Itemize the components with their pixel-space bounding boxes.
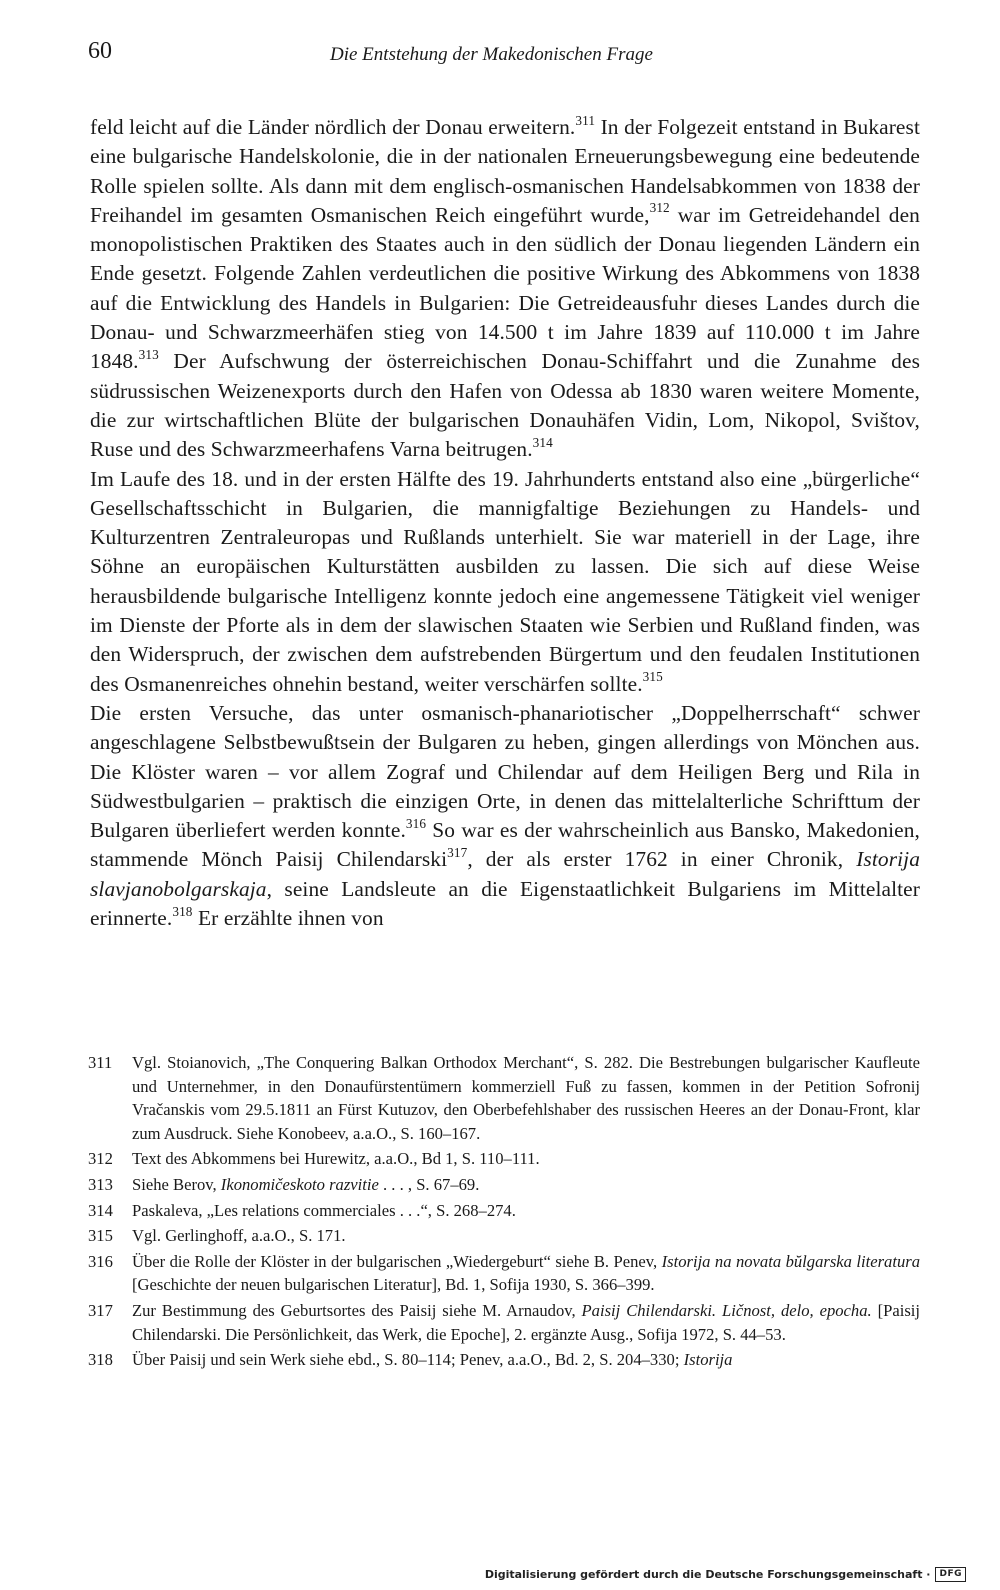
footnote-number: 312 <box>88 1149 113 1169</box>
page-number: 60 <box>88 38 112 64</box>
footnote-text: Vgl. Gerlinghoff, a.a.O., S. 171. <box>132 1226 346 1246</box>
footnote-text: . . . , S. 67–69. <box>378 1174 480 1194</box>
footnote-314 <box>88 1199 920 1223</box>
text-run: , der als erster 1762 in einer Chronik, <box>467 847 857 872</box>
footnote-number: 311 <box>88 1053 113 1072</box>
footnote-title: Istorija na novata bŭlgarska literatura <box>661 1251 921 1271</box>
footnote-317 <box>88 1299 920 1346</box>
text-run: , seine Landsleute an die Eigenstaatlichkeit Bulgariens im Mittelalter erinnerte. <box>90 876 920 931</box>
footnote-text: Text des Abkommens bei Hurewitz, a.a.O., Bd 1, S. 110–111. <box>132 1149 540 1169</box>
footnote-number: 318 <box>88 1350 113 1370</box>
body-text <box>90 113 920 933</box>
footnote-312 <box>88 1147 920 1171</box>
paragraph <box>90 465 920 699</box>
page-header <box>88 38 918 74</box>
footnote-ref: 315 <box>642 669 663 685</box>
footnote-number: 317 <box>88 1300 113 1320</box>
footnote-text: Zur Bestimmung des Geburtsortes des Paisij siehe M. Arnaudov, <box>132 1300 582 1320</box>
footnote-text: Paskaleva, „Les relations commerciales . . .“, S. 268–274. <box>132 1200 516 1220</box>
footnote-text: Vgl. Stoianovich, „The Conquering Balkan Orthodox Merchant“, S. 282. Die Bestrebungen bulgarischer Kaufleute und Unternehmer, in den Donaufürstentümern kommerziell Fuß zu fassen, kommen in der Petition Sofronij Vračanskis vom 29.5.1811 an Fürst Kutuzov, den Oberbefehlshaber des russischen Heeres an der Donau-Front, klar zum Ausdruck. Siehe Konobeev, a.a.O., S. 160–167. <box>132 1053 920 1143</box>
footnote-number: 313 <box>88 1174 113 1194</box>
dfg-logo: DFG <box>935 1567 966 1582</box>
footnote-text: Über die Rolle der Klöster in der bulgarischen „Wiedergeburt“ siehe B. Penev, <box>132 1251 662 1271</box>
footnote-ref: 313 <box>138 346 159 362</box>
footnote-ref: 316 <box>405 815 427 831</box>
footnote-ref: 312 <box>649 200 670 216</box>
footnote-ref: 318 <box>172 903 193 919</box>
text-run: Der Aufschwung der österreichischen Donau-Schiffahrt und die Zunahme des südrussischen Weizenexports durch den Hafen von Odessa ab 1830 waren weitere Momente, die zur wirtschaftlichen Blüte der bulgarischen Donauhäfen Vidin, Lom, Nikopol, Svištov, Ruse und des Schwarzmeerhafens Varna beitrugen. <box>90 349 920 462</box>
digitization-credit <box>485 1566 966 1582</box>
footnote-311 <box>88 1051 920 1145</box>
text-run: war im Getreidehandel den monopolistischen Praktiken des Staates auch in den südlich der Donau liegenden Ländern ein Ende gesetzt. Folgende Zahlen verdeutlichen die positive Wirkung des Abkommens von 1838 auf die Entwicklung des Handels in Bulgarien: Die Getreideausfuhr dieses Landes durch die Donau- und Schwarzmeerhäfen stieg von 14.500 t im Jahre 1839 auf 110.000 t im Jahre 1848. <box>90 202 920 374</box>
footnote-313 <box>88 1173 920 1197</box>
footnotes <box>88 1051 920 1374</box>
paragraph <box>90 113 920 465</box>
footnote-text: [Paisij Chilendarski. Die Persönlichkeit, das Werk, die Epoche], 2. ergänzte Ausg., Sofija 1972, S. 44–53. <box>132 1300 920 1344</box>
footnote-text: Siehe Berov, <box>132 1174 221 1194</box>
footnote-number: 314 <box>88 1200 113 1220</box>
footnote-title: Ikonomičeskoto razvitie <box>220 1174 379 1194</box>
paragraph <box>90 699 920 933</box>
footnote-number: 316 <box>88 1251 113 1271</box>
footnote-318 <box>88 1348 920 1372</box>
footnote-ref: 317 <box>447 844 468 860</box>
footnote-title: Paisij Chilendarski. Ličnost, delo, epocha. <box>581 1300 872 1320</box>
text-run: Im Laufe des 18. und in der ersten Hälfte des 19. Jahrhunderts entstand also eine „bürgerliche“ Gesellschaftsschicht in Bulgarien, die mannigfaltige Beziehungen zu Handels- und Kulturzentren Zentraleuropas und Rußlands unterhielt. Sie war materiell in der Lage, ihre Söhne an europäischen Kulturstätten ausbilden zu lassen. Die sich auf diese Weise herausbildende bulgarische Intelligenz konnte jedoch eine angemessene Tätigkeit viel weniger im Dienste der Pforte als in dem der slawischen Staaten wie Serbien und Rußland finden, was den Widerspruch, der zwischen dem aufstrebenden Bürgertum und den feudalen Institutionen des Osmanenreiches ohnehin bestand, weiter verschärfen sollte. <box>90 466 920 696</box>
book-title: Istorija slavjanobolgarskaja <box>90 847 920 901</box>
footnote-316 <box>88 1250 920 1297</box>
footnote-text: [Geschichte der neuen bulgarischen Literatur], Bd. 1, Sofija 1930, S. 366–399. <box>132 1275 655 1295</box>
text-run: feld leicht auf die Länder nördlich der Donau erweitern. <box>90 115 576 139</box>
footnote-text: Über Paisij und sein Werk siehe ebd., S. 80–114; Penev, a.a.O., Bd. 2, S. 204–330; <box>132 1350 684 1370</box>
credit-text: Digitalisierung gefördert durch die Deutsche Forschungsgemeinschaft · <box>484 1567 931 1581</box>
footnote-315 <box>88 1224 920 1248</box>
footnote-ref: 314 <box>532 434 553 450</box>
running-title: Die Entstehung der Makedonischen Frage <box>330 44 653 65</box>
footnote-ref: 311 <box>575 112 596 128</box>
footnote-title: Istorija <box>683 1350 733 1370</box>
text-run: Die ersten Versuche, das unter osmanisch-phanariotischer „Doppelherrschaft“ schwer angeschlagene Selbstbewußtsein der Bulgaren zu heben, gingen allerdings von Mönchen aus. Die Klöster waren – vor allem Zograf und Chilendar auf dem Heiligen Berg und Rila in Südwestbulgarien – praktisch die einzigen Orte, in denen das mittelalterliche Schrifttum der Bulgaren überliefert werden konnte. <box>90 700 920 843</box>
text-run: In der Folgezeit entstand in Bukarest eine bulgarische Handelskolonie, die in der nationalen Erneuerungsbewegung eine bedeutende Rolle spielen sollte. Als dann mit dem englisch-osmanischen Handelsabkommen von 1838 der Freihandel im gesamten Osmanischen Reich eingeführt wurde, <box>90 115 920 227</box>
footnote-number: 315 <box>88 1226 113 1246</box>
text-run: Er erzählte ihnen von <box>192 906 384 931</box>
text-run: So war es der wahrscheinlich aus Bansko, Makedonien, stammende Mönch Paisij Chilendarski <box>90 818 920 872</box>
